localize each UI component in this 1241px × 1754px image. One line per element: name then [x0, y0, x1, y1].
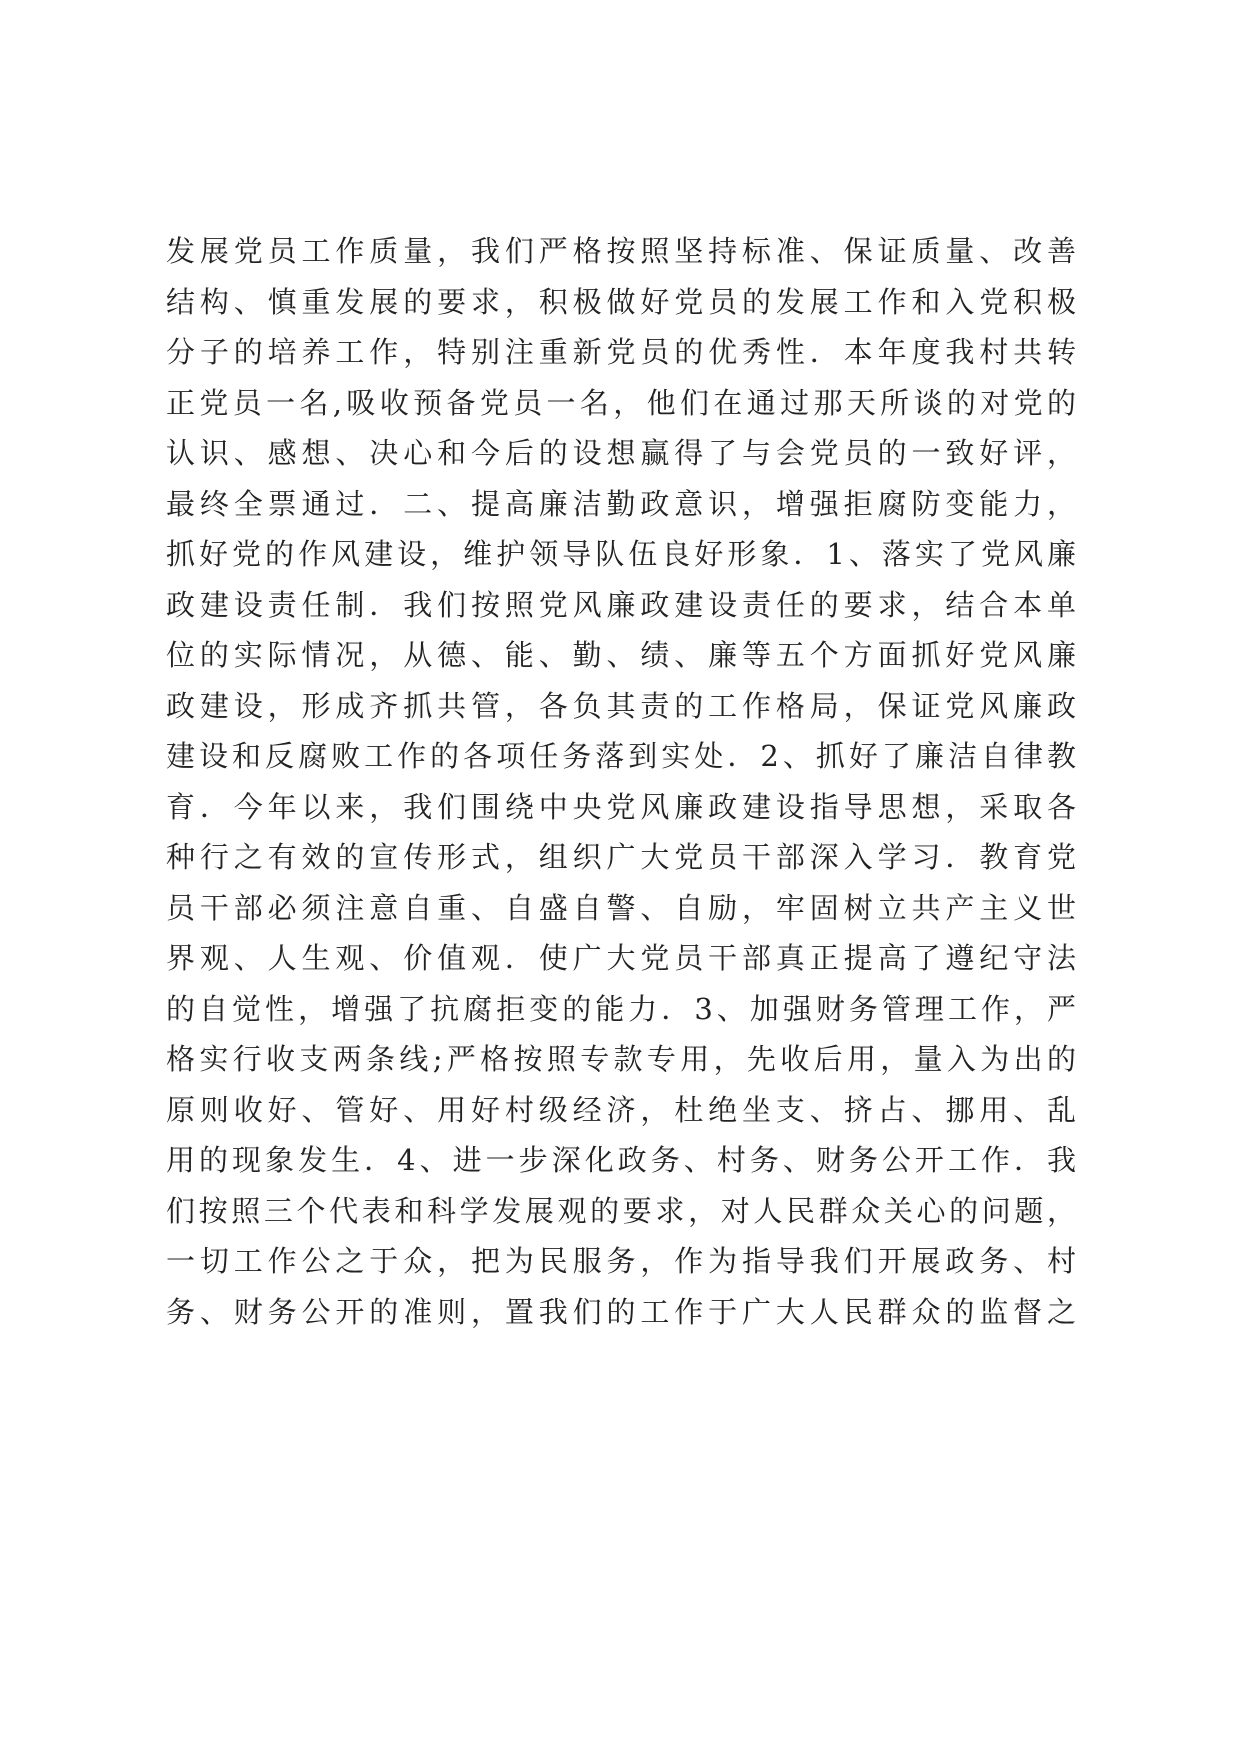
- text-line: 认识、感想、决心和今后的设想赢得了与会党员的一致好评，: [166, 436, 1076, 470]
- text-line: 建设和反腐败工作的各项任务落到实处．2、抓好了廉洁自律教: [166, 739, 1076, 773]
- text-line: 分子的培养工作，特别注重新党员的优秀性．本年度我村共转: [166, 335, 1076, 369]
- text-line: 务、财务公开的准则，置我们的工作于广大人民群众的监督之: [166, 1294, 1076, 1329]
- text-line: 最终全票通过．二、提高廉洁勤政意识，增强拒腐防变能力，: [166, 486, 1076, 521]
- text-line: 政建设责任制．我们按照党风廉政建设责任的要求，结合本单: [166, 587, 1076, 622]
- text-line: 员干部必须注意自重、自盛自警、自励，牢固树立共产主义世: [166, 890, 1076, 925]
- text-line: 一切工作公之于众，把为民服务，作为指导我们开展政务、村: [166, 1244, 1076, 1278]
- text-line: 种行之有效的宣传形式，组织广大党员干部深入学习．教育党: [166, 840, 1076, 874]
- text-line: 发展党员工作质量，我们严格按照坚持标准、保证质量、改善: [166, 234, 1076, 268]
- body-text: [166, 226, 1076, 1337]
- text-line: 育．今年以来，我们围绕中央党风廉政建设指导思想，采取各: [166, 789, 1076, 824]
- text-line: 结构、慎重发展的要求，积极做好党员的发展工作和入党积极: [166, 284, 1076, 319]
- text-line: 们按照三个代表和科学发展观的要求，对人民群众关心的问题，: [166, 1193, 1076, 1228]
- text-line: 位的实际情况，从德、能、勤、绩、廉等五个方面抓好党风廉: [166, 638, 1076, 672]
- text-line: 政建设，形成齐抓共管，各负其责的工作格局，保证党风廉政: [166, 688, 1076, 723]
- text-line: 原则收好、管好、用好村级经济，杜绝坐支、挤占、挪用、乱: [166, 1092, 1076, 1127]
- text-line: 用的现象发生．4、进一步深化政务、村务、财务公开工作．我: [166, 1143, 1076, 1177]
- text-line: 的自觉性，增强了抗腐拒变的能力．3、加强财务管理工作，严: [166, 991, 1076, 1026]
- text-line: 正党员一名,吸收预备党员一名，他们在通过那天所谈的对党的: [166, 385, 1076, 420]
- text-line: 界观、人生观、价值观．使广大党员干部真正提高了遵纪守法: [166, 941, 1076, 975]
- text-line: 格实行收支两条线;严格按照专款专用，先收后用，量入为出的: [166, 1042, 1076, 1076]
- text-line: 抓好党的作风建设，维护领导队伍良好形象．1、落实了党风廉: [166, 537, 1076, 571]
